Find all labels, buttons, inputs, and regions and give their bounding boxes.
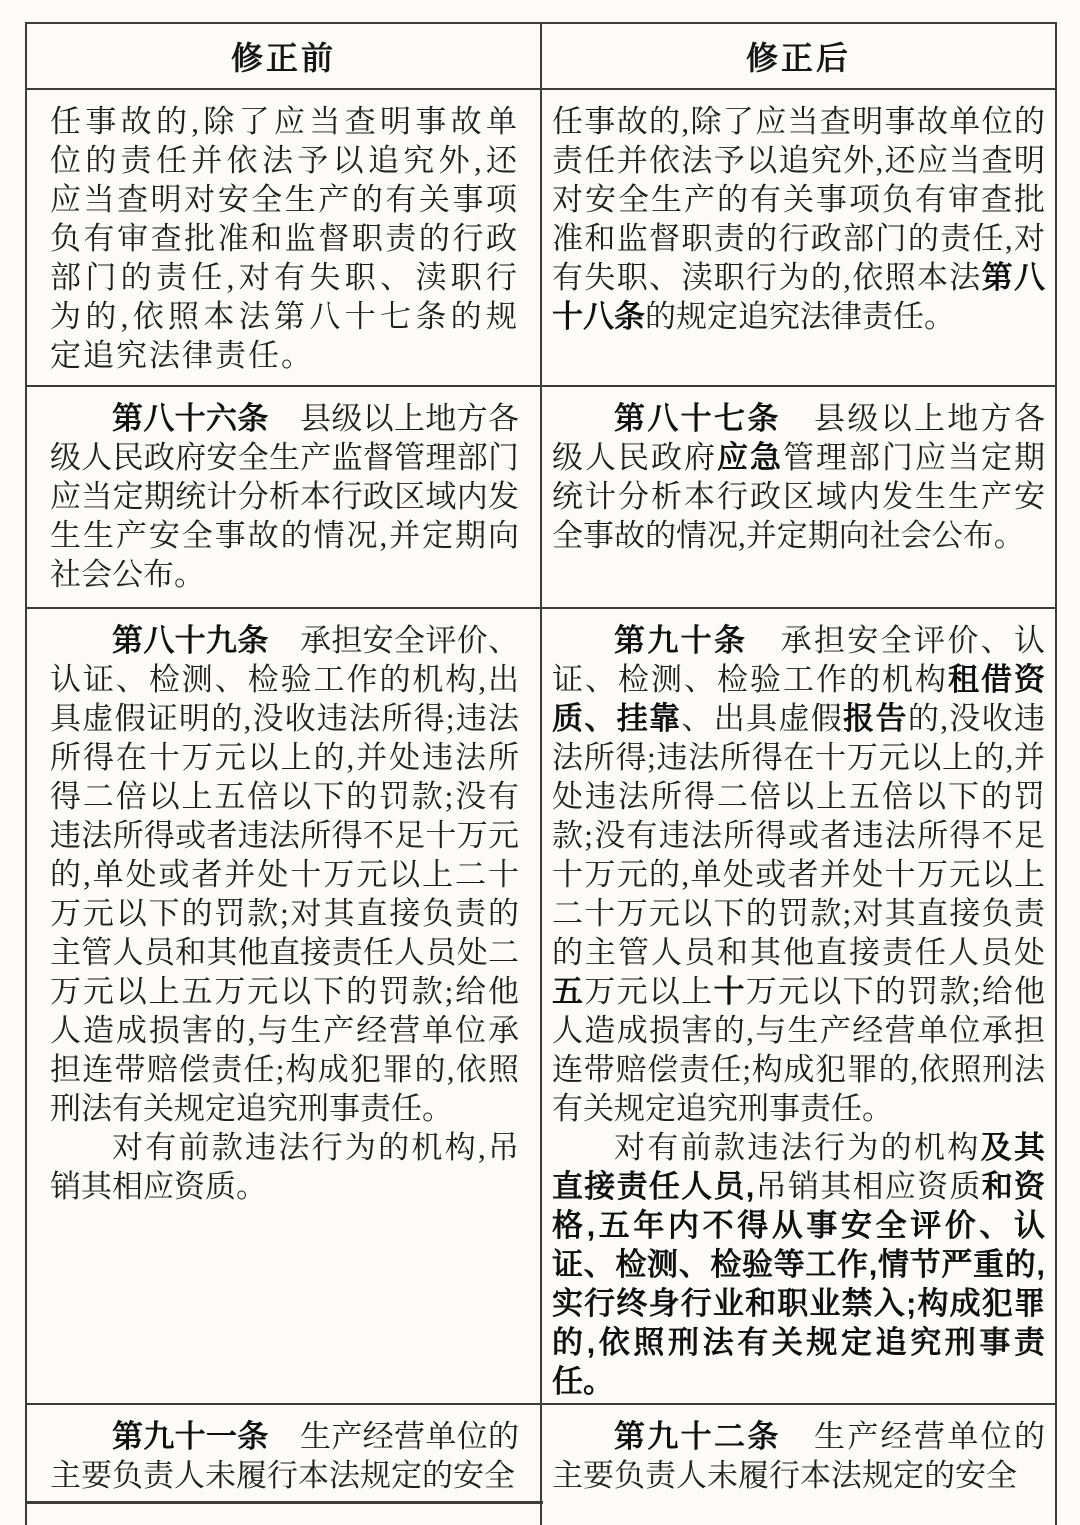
text-segment: 、出具虚假 xyxy=(681,701,844,736)
paragraph xyxy=(50,621,519,1128)
bold-text-segment: 第九十一条 xyxy=(112,1419,269,1454)
text-segment: 任事故的,除了应当查明事故单位的责任并依法予以追究外,还应当查明对安全生产的有关事项负有审查批准和监督职责的行政部门的责任,对有失职、渎职行为的,依照本法第八十七条的规定追究法律责任。 xyxy=(50,104,519,373)
cell-after xyxy=(541,386,1056,608)
bold-text-segment: 五 xyxy=(552,974,585,1009)
text-segment: 万元以下的罚款;给他人造成损害的,与生产经营单位承担连带赔偿责任;构成犯罪的,依照刑法有关规定追究刑事责任。 xyxy=(552,974,1046,1126)
cell-after xyxy=(541,608,1056,1404)
text-segment: 承担安全评价、认证、检测、检验工作的机构,出具虚假证明的,没收违法所得;违法所得在十万元以上的,并处违法所得二倍以上五倍以下的罚款;没有违法所得或者违法所得不足十万元的,单处或者并处十万元以上二十万元以下的罚款;对其直接负责的主管人员和其他直接责任人员处二万元以上五万元以下的罚款;给他人造成损害的,与生产经营单位承担连带赔偿责任;构成犯罪的,依照刑法有关规定追究刑事责任。 xyxy=(50,623,520,1126)
cell-before xyxy=(26,1404,541,1525)
text-segment: 县级以上地方各级人民政府安全生产监督管理部门应当定期统计分析本行政区域内发生生产安全事故的情况,并定期向社会公布。 xyxy=(50,401,520,592)
bold-text-segment: 第九十条 xyxy=(614,623,748,658)
bold-text-segment: 第八十六条 xyxy=(112,401,269,436)
bold-text-segment: 十 xyxy=(713,974,746,1009)
text-segment: 的,没收违法所得;违法所得在十万元以上的,并处违法所得二倍以上五倍以下的罚款;没有违法所得或者违法所得不足十万元的,单处或者并处十万元以上二十万元以下的罚款;对其直接负责的主管人员和其他直接责任人员处 xyxy=(552,701,1046,970)
text-segment: 承担安全评价、认证、检测、检验工作的机构 xyxy=(552,623,1046,697)
bold-text-segment: 和资格,五年内不得从事安全评价、认证、检测、检验等工作,情节严重的,实行终身行业和职业禁入;构成犯罪的,依照刑法有关规定追究刑事责任。 xyxy=(552,1169,1046,1399)
comparison-table-body xyxy=(26,89,1056,1525)
paragraph xyxy=(552,1417,1045,1495)
table-row xyxy=(26,386,1056,608)
cell-before xyxy=(26,386,541,608)
text-segment: 生产经营单位的主要负责人未履行本法规定的安全 xyxy=(50,1419,520,1493)
paragraph xyxy=(50,1128,519,1206)
header-row xyxy=(26,23,1056,89)
text-segment: 任事故的,除了应当查明事故单位的责任并依法予以追究外,还应当查明对安全生产的有关事项负有审查批准和监督职责的行政部门的责任,对有失职、渎职行为的,依照本法 xyxy=(552,104,1045,295)
text-segment: 县级以上地方各级人民政府 xyxy=(552,401,1046,475)
text-segment: 管理部门应当定期统计分析本行政区域内发生生产安全事故的情况,并定期向社会公布。 xyxy=(552,440,1045,553)
bold-text-segment: 报告 xyxy=(843,701,908,736)
cell-before xyxy=(26,89,541,386)
paragraph xyxy=(50,399,519,594)
left-cell-bottom-border xyxy=(25,1501,543,1504)
text-segment: 对有前款违法行为的机构,吊销其相应资质。 xyxy=(50,1130,519,1204)
text-segment: 的规定追究法律责任。 xyxy=(645,299,955,334)
comparison-table xyxy=(25,22,1057,1525)
paragraph xyxy=(552,621,1045,1128)
table-row xyxy=(26,1404,1056,1525)
cell-after xyxy=(541,1404,1056,1525)
bold-text-segment: 第八十七条 xyxy=(614,401,781,436)
bold-text-segment: 租借资质、挂靠 xyxy=(552,662,1045,736)
bold-text-segment: 应急 xyxy=(717,440,783,475)
paragraph xyxy=(552,1128,1045,1401)
bold-text-segment: 第八十九条 xyxy=(112,623,269,658)
paragraph xyxy=(50,102,519,375)
cell-before xyxy=(26,608,541,1404)
text-segment: 万元以上 xyxy=(584,974,714,1009)
bold-text-segment: 第八十八条 xyxy=(552,260,1046,334)
paragraph xyxy=(50,1417,519,1495)
text-segment: 生产经营单位的主要负责人未履行本法规定的安全 xyxy=(552,1419,1046,1493)
paragraph xyxy=(552,399,1045,555)
header-after: 修正后 xyxy=(541,23,1056,89)
cell-after xyxy=(541,89,1056,386)
bold-text-segment: 第九十二条 xyxy=(614,1419,781,1454)
paragraph xyxy=(552,102,1045,336)
bold-text-segment: 及其直接责任人员, xyxy=(552,1130,1046,1204)
table-row xyxy=(26,89,1056,386)
table-row xyxy=(26,608,1056,1404)
header-before: 修正前 xyxy=(26,23,541,89)
text-segment: 吊销其相应资质 xyxy=(754,1169,982,1204)
text-segment: 对有前款违法行为的机构 xyxy=(614,1130,981,1165)
